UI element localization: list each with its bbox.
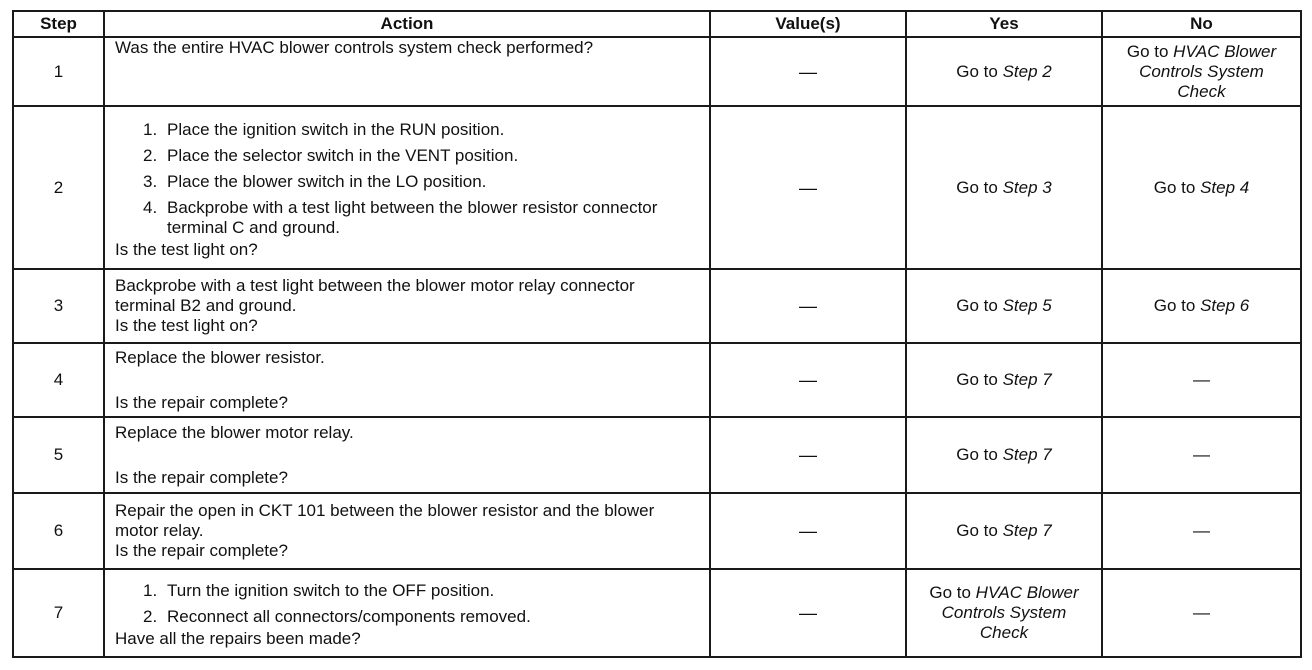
- substep-item: [143, 198, 699, 238]
- substep-item: [143, 146, 699, 166]
- action-cell: [104, 343, 710, 417]
- step-number: 1: [13, 37, 104, 106]
- no-prefix: Go to: [1126, 41, 1169, 61]
- diagnostic-table: [12, 10, 1302, 658]
- header-step: Step: [13, 11, 104, 37]
- step-number: 7: [13, 569, 104, 657]
- yes-prefix: Go to: [956, 445, 998, 464]
- yes-cell: [906, 493, 1102, 569]
- substep-number: 2.: [143, 607, 158, 626]
- substep-text: Backprobe with a test light between the blower resistor connector terminal C and ground.: [167, 197, 658, 237]
- header-row: [13, 11, 1301, 37]
- yes-cell: [906, 343, 1102, 417]
- header-yes: Yes: [906, 11, 1102, 37]
- action-cell: [104, 569, 710, 657]
- substep-text: Place the ignition switch in the RUN position.: [167, 119, 505, 139]
- action-cell: [104, 417, 710, 493]
- substep-list: [115, 581, 699, 627]
- substep-item: [143, 607, 699, 627]
- yes-prefix: Go to: [956, 370, 998, 389]
- value-cell: —: [710, 106, 906, 269]
- step-number: 6: [13, 493, 104, 569]
- yes-ref: Step 5: [1002, 296, 1052, 315]
- action-text: Backprobe with a test light between the blower motor relay connector terminal B2 and ground.: [115, 276, 635, 315]
- value-cell: —: [710, 417, 906, 493]
- table-row: [13, 269, 1301, 343]
- yes-ref: Step 7: [1002, 370, 1052, 389]
- table-row: [13, 106, 1301, 269]
- yes-ref: Step 2: [1002, 61, 1052, 81]
- no-cell: —: [1102, 343, 1301, 417]
- no-cell: [1102, 106, 1301, 269]
- substep-item: [143, 120, 699, 140]
- yes-cell: [906, 269, 1102, 343]
- no-cell: —: [1102, 417, 1301, 493]
- value-cell: —: [710, 343, 906, 417]
- header-no: No: [1102, 11, 1301, 37]
- table-row: [13, 493, 1301, 569]
- step-number: 5: [13, 417, 104, 493]
- yes-ref: Step 3: [1002, 177, 1052, 197]
- no-cell: [1102, 37, 1301, 106]
- step-number: 2: [13, 106, 104, 269]
- action-cell: [104, 493, 710, 569]
- no-cell: —: [1102, 493, 1301, 569]
- no-prefix: Go to: [1153, 177, 1196, 197]
- yes-cell: [906, 106, 1102, 269]
- no-ref: Step 6: [1200, 296, 1250, 315]
- substep-number: 1.: [143, 119, 158, 139]
- header-action: Action: [104, 11, 710, 37]
- no-ref: HVAC Blower Controls System Check: [1139, 41, 1277, 101]
- action-question: Is the test light on?: [115, 316, 258, 335]
- table-row: [13, 343, 1301, 417]
- yes-ref: Step 7: [1002, 521, 1052, 540]
- substep-text: Place the blower switch in the LO position.: [167, 171, 487, 191]
- substep-item: [143, 172, 699, 192]
- step-number: 4: [13, 343, 104, 417]
- yes-prefix: Go to: [956, 177, 998, 197]
- value-cell: —: [710, 493, 906, 569]
- action-cell: [104, 37, 710, 106]
- substep-list: [115, 120, 699, 238]
- action-text: Replace the blower resistor.: [115, 347, 325, 367]
- table-row: [13, 37, 1301, 106]
- action-question: Is the repair complete?: [115, 541, 288, 560]
- substep-text: Turn the ignition switch to the OFF position.: [167, 581, 495, 600]
- action-question: Have all the repairs been made?: [115, 629, 361, 648]
- header-values: Value(s): [710, 11, 906, 37]
- yes-cell: [906, 417, 1102, 493]
- action-question: Is the test light on?: [115, 239, 258, 259]
- yes-cell: [906, 569, 1102, 657]
- value-cell: —: [710, 37, 906, 106]
- substep-item: [143, 581, 699, 601]
- substep-number: 4.: [143, 197, 158, 217]
- value-cell: —: [710, 269, 906, 343]
- yes-prefix: Go to: [956, 521, 998, 540]
- step-number: 3: [13, 269, 104, 343]
- yes-cell: [906, 37, 1102, 106]
- yes-prefix: Go to: [929, 583, 971, 602]
- no-cell: [1102, 269, 1301, 343]
- substep-number: 1.: [143, 581, 158, 600]
- action-text: Was the entire HVAC blower controls system check performed?: [115, 38, 594, 57]
- table-row: [13, 417, 1301, 493]
- yes-ref: Step 7: [1002, 445, 1052, 464]
- action-cell: [104, 269, 710, 343]
- substep-number: 2.: [143, 145, 158, 165]
- action-cell: [104, 106, 710, 269]
- action-text: Repair the open in CKT 101 between the blower resistor and the blower motor relay.: [115, 501, 655, 540]
- yes-ref: HVAC Blower Controls System Check: [941, 583, 1079, 642]
- action-question: Is the repair complete?: [115, 392, 288, 412]
- yes-prefix: Go to: [956, 61, 998, 81]
- substep-number: 3.: [143, 171, 158, 191]
- yes-prefix: Go to: [956, 296, 998, 315]
- action-question: Is the repair complete?: [115, 467, 288, 487]
- value-cell: —: [710, 569, 906, 657]
- substep-text: Place the selector switch in the VENT position.: [167, 145, 519, 165]
- no-prefix: Go to: [1153, 296, 1196, 315]
- substep-text: Reconnect all connectors/components removed.: [167, 607, 531, 626]
- action-text: Replace the blower motor relay.: [115, 422, 354, 442]
- no-cell: —: [1102, 569, 1301, 657]
- no-ref: Step 4: [1200, 177, 1250, 197]
- table-row: [13, 569, 1301, 657]
